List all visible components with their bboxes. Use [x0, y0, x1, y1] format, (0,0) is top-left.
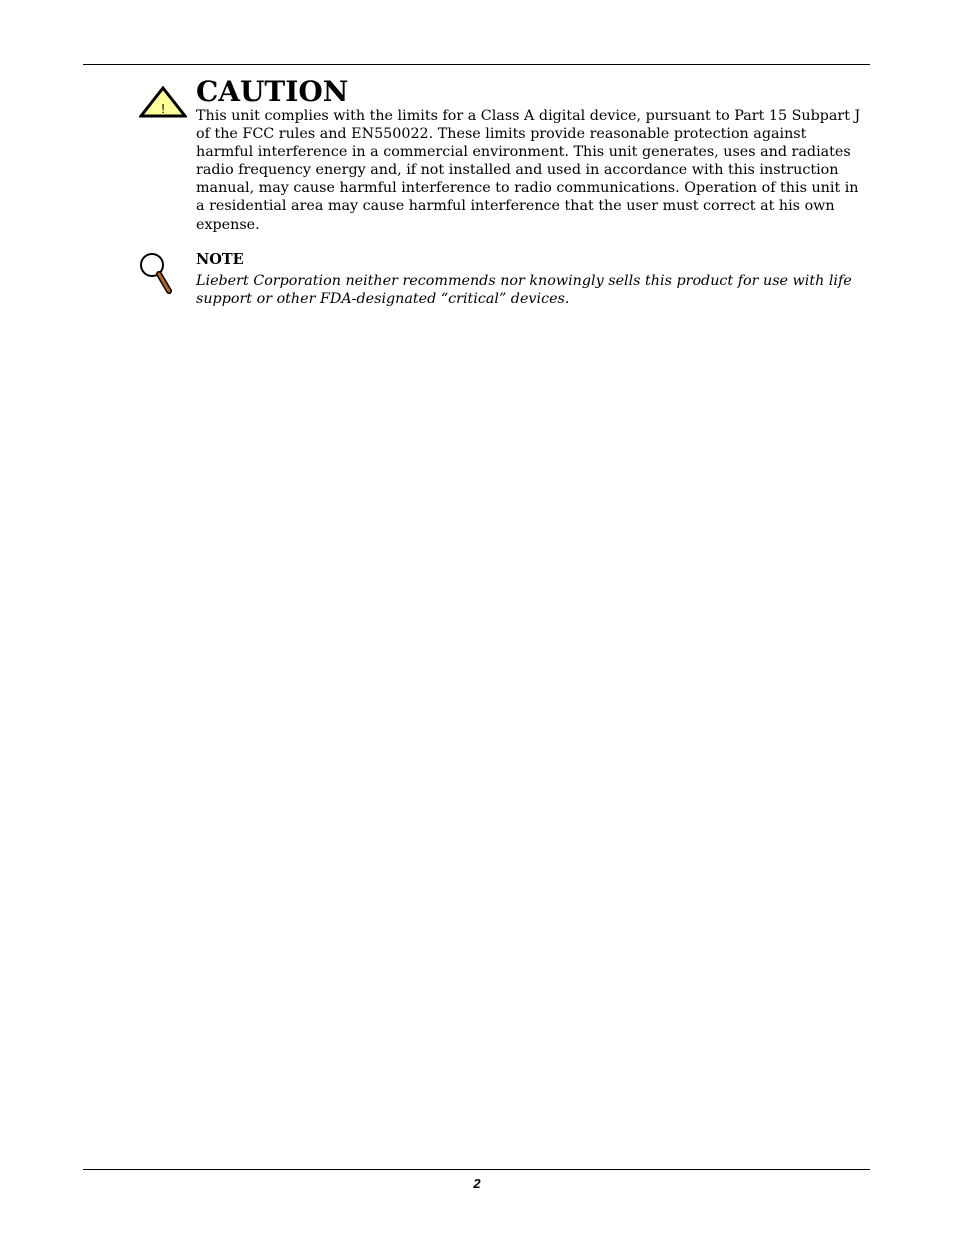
caution-heading: CAUTION: [196, 75, 349, 108]
header-rule: [83, 64, 870, 65]
footer-rule: [83, 1169, 870, 1170]
page-number: 2: [473, 1176, 481, 1191]
warning-glyph: !: [161, 101, 165, 116]
warning-triangle-icon: [139, 86, 187, 118]
caution-paragraph: This unit complies with the limits for a Class A digital device, pursuant to Part 15 Subpart J of the FCC rules and EN550022. These limits provide reasonable protection against harmful interference in a commercial environment. This unit generates, uses and radiates radio frequency energy and, if not installed and used in accordance with this instruction manual, may cause harmful interference to radio communications. Operation of this unit in a residential area may cause harmful interference that the user must correct at his own expense.: [196, 108, 861, 233]
magnifying-glass-icon: [138, 251, 174, 295]
note-paragraph: Liebert Corporation neither recommends nor knowingly sells this product for use with life support or other FDA-designated “critical” devices.: [196, 273, 852, 308]
note-heading: NOTE: [196, 251, 244, 268]
